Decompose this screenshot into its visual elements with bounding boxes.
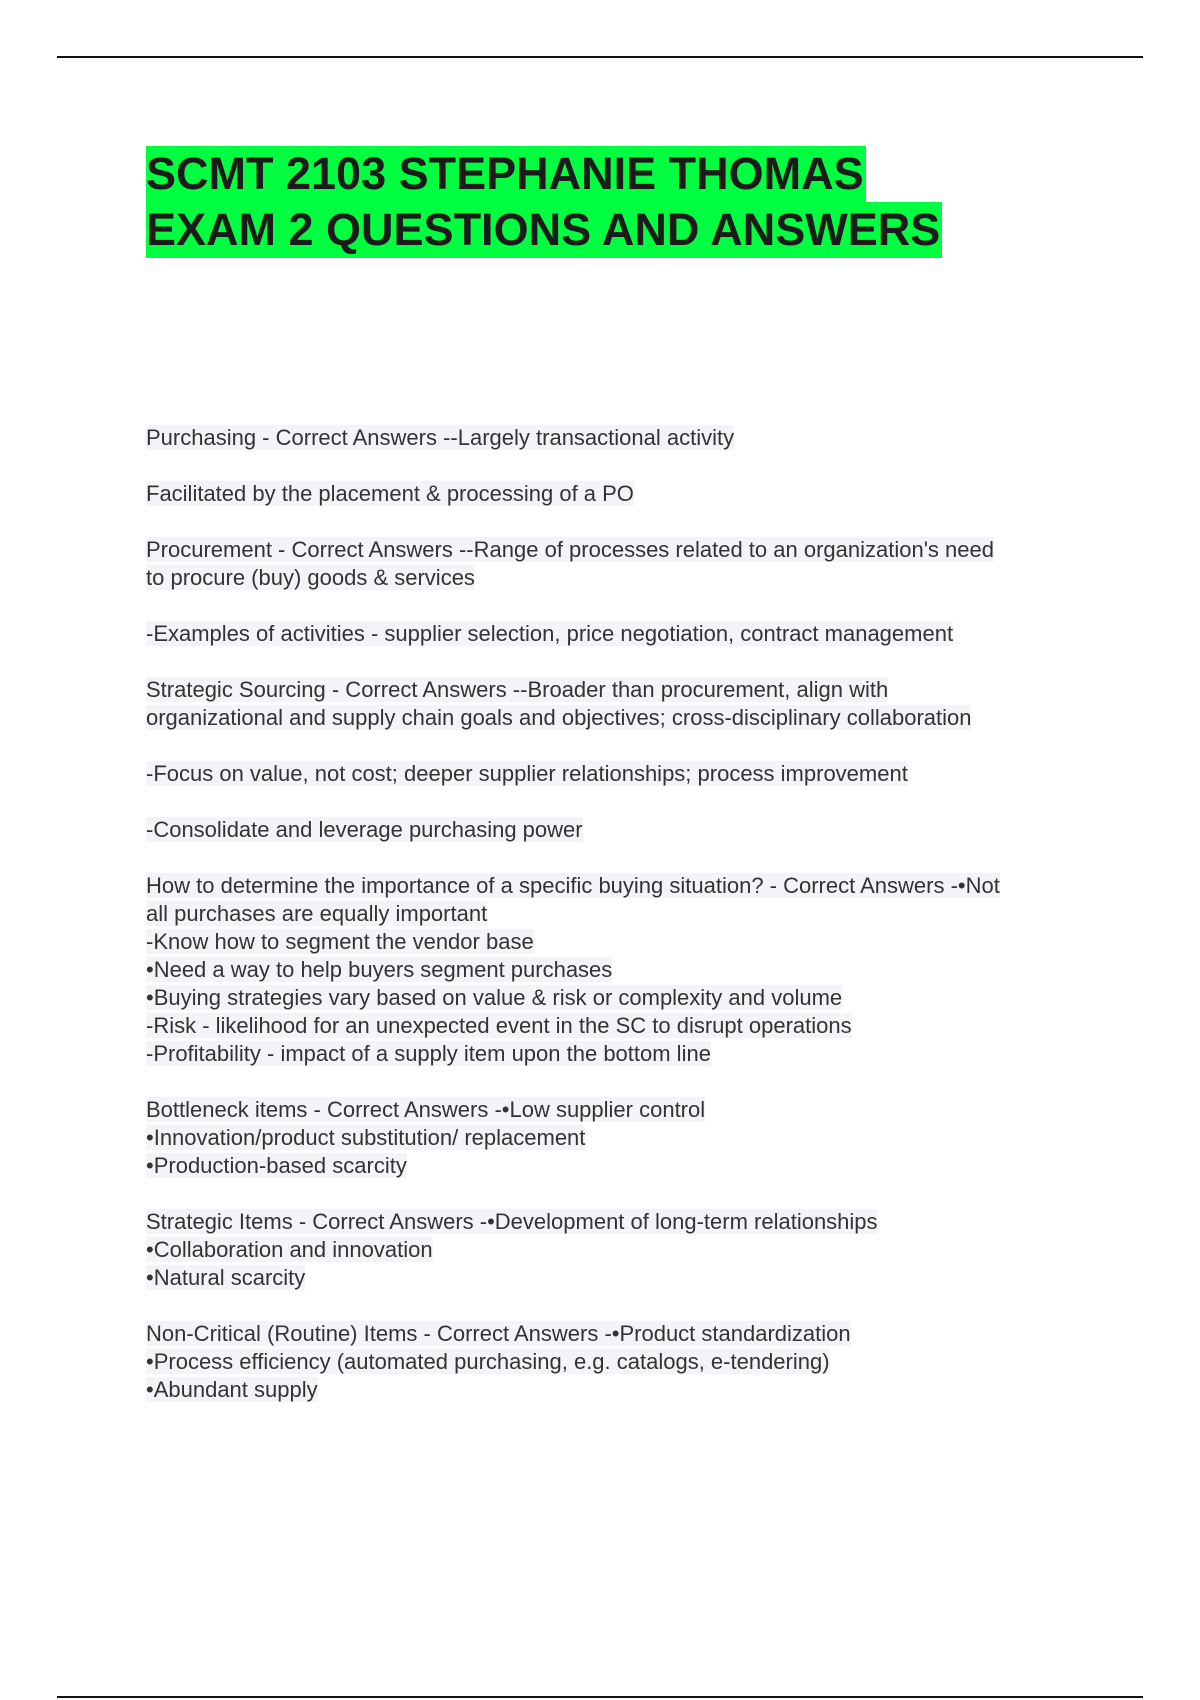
text-line: •Process efficiency (automated purchasing, e.g. catalogs, e-tendering)	[146, 1349, 830, 1374]
text-line: Strategic Items - Correct Answers -•Development of long-term relationships	[146, 1209, 878, 1234]
text-line: Strategic Sourcing - Correct Answers --Broader than procurement, align with	[146, 677, 889, 702]
paragraph-strategic-sourcing	[146, 676, 1096, 732]
text-line: Facilitated by the placement & processing of a PO	[146, 481, 634, 506]
paragraph-procurement	[146, 536, 1096, 592]
top-rule	[57, 56, 1143, 58]
text-line: -Consolidate and leverage purchasing power	[146, 817, 583, 842]
paragraph-examples	[146, 620, 1096, 648]
text-line: •Buying strategies vary based on value & risk or complexity and volume	[146, 985, 843, 1010]
paragraph-consolidate	[146, 816, 1096, 844]
text-line: all purchases are equally important	[146, 901, 488, 926]
text-line: -Know how to segment the vendor base	[146, 929, 534, 954]
text-line: Purchasing - Correct Answers --Largely transactional activity	[146, 425, 735, 450]
bottom-rule	[57, 1696, 1143, 1698]
paragraph-focus-value	[146, 760, 1096, 788]
document-body	[146, 424, 1096, 1432]
paragraph-strategic-items	[146, 1208, 1096, 1292]
text-line: organizational and supply chain goals and objectives; cross-disciplinary collaboration	[146, 705, 972, 730]
title-line-2: EXAM 2 QUESTIONS AND ANSWERS	[146, 202, 942, 258]
paragraph-bottleneck-items	[146, 1096, 1096, 1180]
text-line: •Collaboration and innovation	[146, 1237, 433, 1262]
text-line: -Focus on value, not cost; deeper supplier relationships; process improvement	[146, 761, 908, 786]
paragraph-po	[146, 480, 1096, 508]
text-line: -Risk - likelihood for an unexpected event in the SC to disrupt operations	[146, 1013, 852, 1038]
text-line: -Profitability - impact of a supply item upon the bottom line	[146, 1041, 711, 1066]
title-line-1: SCMT 2103 STEPHANIE THOMAS	[146, 146, 866, 202]
text-line: to procure (buy) goods & services	[146, 565, 475, 590]
paragraph-buying-situation	[146, 872, 1096, 1068]
text-line: •Abundant supply	[146, 1377, 318, 1402]
text-line: •Need a way to help buyers segment purchases	[146, 957, 613, 982]
text-line: •Production-based scarcity	[146, 1153, 407, 1178]
text-line: •Innovation/product substitution/ replacement	[146, 1125, 586, 1150]
text-line: •Natural scarcity	[146, 1265, 306, 1290]
text-line: -Examples of activities - supplier selection, price negotiation, contract management	[146, 621, 954, 646]
text-line: Procurement - Correct Answers --Range of processes related to an organization's need	[146, 537, 994, 562]
text-line: How to determine the importance of a specific buying situation? - Correct Answers -•Not	[146, 873, 1000, 898]
paragraph-purchasing	[146, 424, 1096, 452]
paragraph-non-critical-items	[146, 1320, 1096, 1404]
text-line: Non-Critical (Routine) Items - Correct Answers -•Product standardization	[146, 1321, 851, 1346]
document-title	[146, 146, 942, 258]
text-line: Bottleneck items - Correct Answers -•Low supplier control	[146, 1097, 706, 1122]
